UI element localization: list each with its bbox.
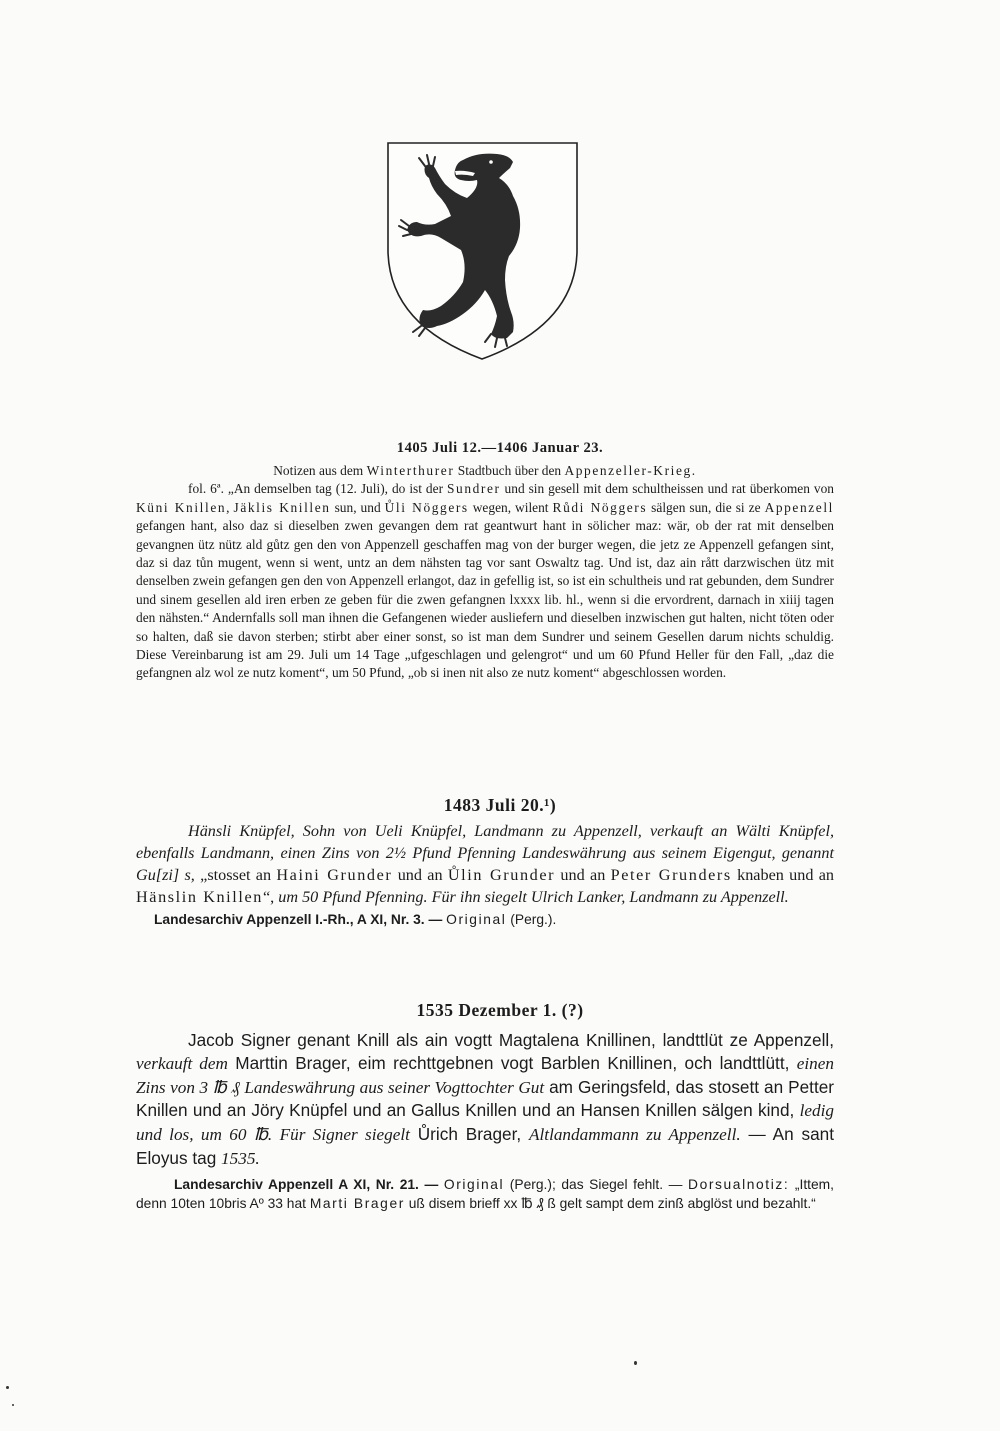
entry1-subtitle: Notizen aus dem Winterthurer Stadtbuch über den Appenzeller-Krieg. — [273, 463, 697, 478]
scan-speck — [634, 1361, 637, 1365]
entry3-title: 1535 Dezember 1. (?) — [416, 1000, 584, 1020]
bear-coat-of-arms-icon — [385, 140, 580, 362]
scan-speck — [6, 1386, 9, 1389]
entry2-source: Landesarchiv Appenzell I.-Rh., A XI, Nr. 3. — Original (Perg.). — [154, 912, 557, 928]
entry2-title: 1483 Juli 20.¹) — [443, 795, 557, 815]
entry3-source: Landesarchiv Appenzell A XI, Nr. 21. — Original (Perg.); das Siegel fehlt. — Dorsualnotiz: „Ittem, denn 10ten 10bris Aº 33 hat Marti Brager uß disem brieff xx ℔ ₰ ß gelt sampt dem zinß abglöst und bezahlt.“ — [136, 1176, 835, 1212]
entry1-title: 1405 Juli 12.—1406 Januar 23. — [396, 440, 604, 456]
entry3-body: Jacob Signer genant Knill als ain vogtt Magtalena Knillinen, landttlüt ze Appenzell, verkauft dem Marttin Brager, eim rechttgebnen vogt Barblen Knillinen, och landttlütt, einen Zins von 3 ℔ ₰ Landeswährung aus seiner Vogttochter Gut am Geringsfeld, das stosett an Petter Knillen und an Jöry Knüpfel und an Gallus Knillen und an Hansen Knillen sälgen kind, ledig und los, um 60 ℔. Für Signer siegelt Ůrich Brager, Altlandammann zu Appenzell. — An sant Eloyus tag 1535. — [136, 1030, 835, 1168]
entry2-text — [136, 820, 834, 929]
entry1-body: fol. 6ª. „An demselben tag (12. Juli), do ist der Sundrer und sin gesell mit dem schultheissen und rat überkomen von Küni Knillen, Jäklis Knillen sun, und Ůli Nöggers wegen, wilent Růdi Nöggers sälgen sun, die si ze Appenzell gefangen hant, also daz si dieselben zwen gevangen dem rat geantwurt hant in sölicher maz: wär, ob der rat mit denselben gevangnen ütz nütz ald gůtz gen den von Appenzell geschaffen mag von der burger wegen, die jetz ze Appenzell gefangen sint, daz si daz tůn mugent, wenn si went, untz an dem nähsten tag vor sant Oswaltz tag. Und ist, daz ain rått darzwischen ütz mit denselben zwein gefangen gen den von Appenzell erlangot, daz in gefellig ist, so ist ein schultheis und rat gebunden, dem Sundrer und sinem gesellen ald iren erben ze geben für die zwen gefangnen lxxxx lib. hl., wenn si die ervordrent, darnach in xiiij tagen den nähsten.“ Andernfalls soll man ihnen die Gefangenen wieder ausliefern und dieselben inzwischen gut halten, nicht töten oder so halten, daß sie davon sterben; stirbt aber einer sonst, so ist man dem Sundrer und seinem Gesellen darum nichts schuldig. Diese Vereinbarung ist am 29. Juli um 14 Tage „ufgeschlagen und gelengrot“ und um 60 Pfund Heller für den Fall, „daz die gefangnen alz wol ze nutz koment“, um 50 Pfund, „ob si inen nit also ze nutz koment“ abgeschlossen worden. — [136, 481, 834, 681]
entry3-text — [136, 1029, 834, 1214]
entry2-body: Hänsli Knüpfel, Sohn von Ueli Knüpfel, Landmann zu Appenzell, verkauft an Wälti Knüpfel, ebenfalls Landmann, einen Zins von 2½ Pfund Pfenning Landeswährung aus seinem Eigengut, genannt Gu[zi] s, „stosset an Haini Grunder und an Ůlin Grunder und an Peter Grunders knaben und an Hänslin Knillen“, um 50 Pfund Pfenning. Für ihn siegelt Ulrich Lanker, Landmann zu Appenzell. — [136, 822, 835, 907]
entry1-text — [136, 462, 834, 683]
scan-speck — [12, 1404, 14, 1406]
